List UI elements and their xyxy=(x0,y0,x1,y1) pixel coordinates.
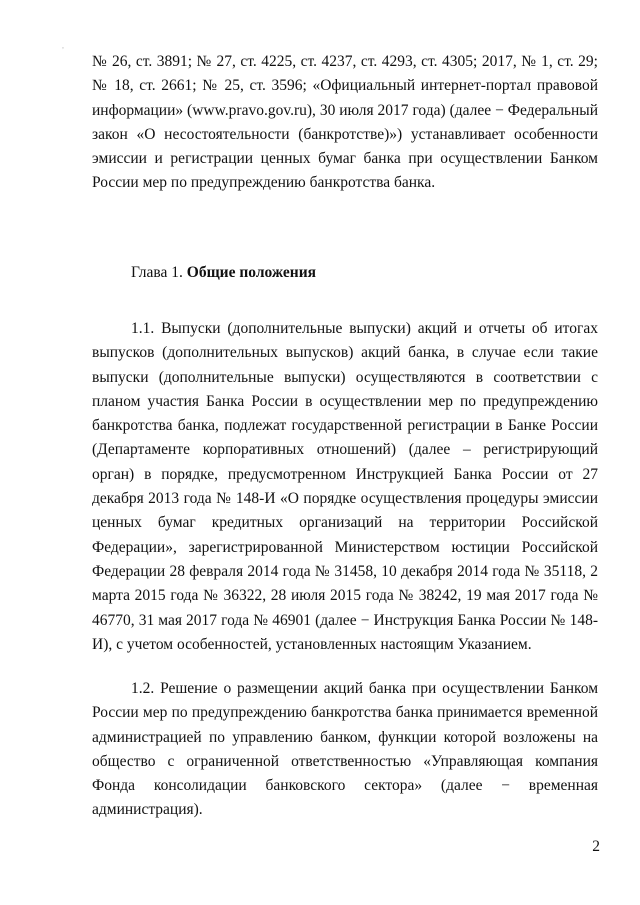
chapter-title: Общие положения xyxy=(186,264,317,281)
intro-paragraph: № 26, ст. 3891; № 27, ст. 4225, ст. 4237, ст. 4293, ст. 4305; 2017, № 1, ст. 29; № 18, ст. 2661; № 25, ст. 3596; «Официальный интернет-портал правовой информации» (www.pravo.gov.ru), 30 июля 2017 года) (далее − Федеральный закон «О несостоятельности (банкротстве)») устанавливает особенности эмиссии и регистрации ценных бумаг банка при осуществлении Банком России мер по предупреждению банкротства банка. xyxy=(92,53,598,192)
chapter-label: Глава 1. xyxy=(131,264,183,281)
page-number: 2 xyxy=(592,838,600,855)
section-1-1: 1.1. Выпуски (дополнительные выпуски) акций и отчеты об итогах выпусков (дополнительных выпусков) акций банка, в случае если такие выпуски (дополнительные выпуски) осуществляются в соответствии с планом участия Банка России в осуществлении мер по предупреждению банкротства банка, подлежат государственной регистрации в Банке России (Департаменте корпоративных отношений) (далее – регистрирующий орган) в порядке, предусмотренном Инструкцией Банка России от 27 декабря 2013 года № 148-И «О порядке осуществления процедуры эмиссии ценных бумаг кредитных организаций на территории Российской Федерации», зарегистрированной Министерством юстиции Российской Федерации 28 февраля 2014 года № 31458, 10 декабря 2014 года № 35118, 2 марта 2015 года № 36322, 28 июля 2015 года № 38242, 19 мая 2017 года № 46770, 31 мая 2017 года № 46901 (далее − Инструкция Банка России № 148-И), с учетом особенностей, установленных настоящим Указанием. xyxy=(92,320,598,653)
chapter-heading xyxy=(131,261,316,285)
scan-mark: , xyxy=(62,41,64,50)
section-1-2: 1.2. Решение о размещении акций банка при осуществлении Банком России мер по предупреждению банкротства банка принимается временной администрацией по управлению банком, функции которой возложены на общество с ограниченной ответственностью «Управляющая компания Фонда консолидации банковского сектора» (далее − временная администрация). xyxy=(92,680,598,819)
